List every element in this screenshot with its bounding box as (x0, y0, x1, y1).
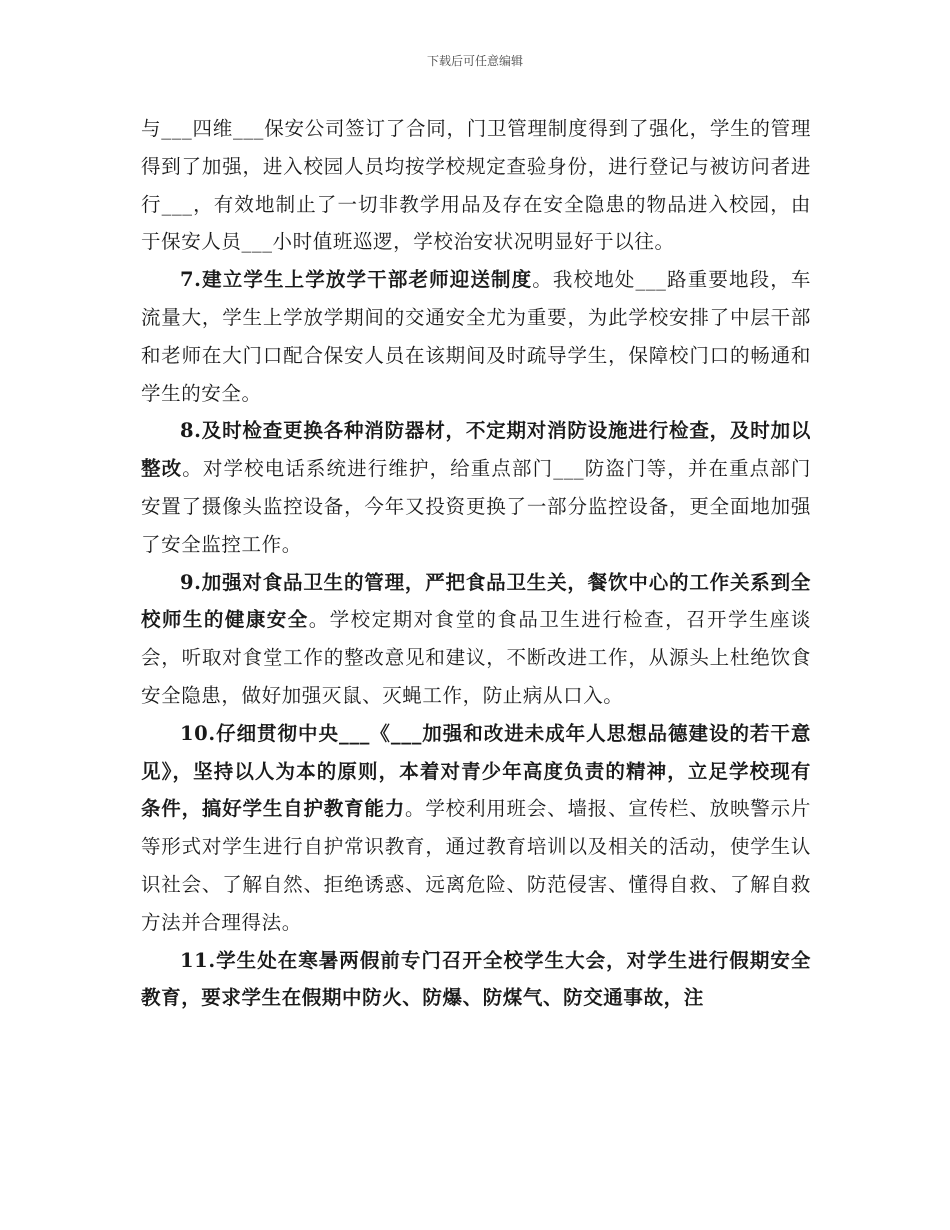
paragraph-item-9 (141, 564, 811, 715)
paragraph-item-11 (141, 942, 811, 1018)
paragraph-lead: 9.加强对食品卫生的管理，严把食品卫生关，餐饮中心的工作关系到全校师生的健康安全 (141, 570, 811, 632)
paragraph-body: 与___四维___保安公司签订了合同，门卫管理制度得到了强化，学生的管理得到了加强，进入校园人员均按学校规定查验身份，进行登记与被访问者进行___，有效地制止了一切非教学用品及存在安全隐患的物品进入校园，由于保安人员___小时值班巡逻，学校治安状况明显好于以往。 (141, 117, 811, 254)
page-header: 下载后可任意编辑 (426, 54, 523, 68)
paragraph-body: 。我校地处___路重要地段，车流量大，学生上学放学期间的交通安全尤为重要，为此学校安排了中层干部和老师在大门口配合保安人员在该期间及时疏导学生，保障校门口的畅通和学生的安全。 (141, 268, 811, 405)
document-body (141, 110, 811, 1017)
paragraph-lead: 8.及时检查更换各种消防器材，不定期对消防设施进行检查，及时加以整改 (141, 419, 811, 481)
paragraph-body: 。学校利用班会、墙报、宣传栏、放映警示片等形式对学生进行自护常识教育，通过教育培训以及相关的活动，使学生认识社会、了解自然、拒绝诱惑、远离危险、防范侵害、懂得自救、了解自救方法并合理得法。 (141, 797, 811, 934)
paragraph-body: 。对学校电话系统进行维护，给重点部门___防盗门等，并在重点部门安置了摄像头监控设备，今年又投资更换了一部分监控设备，更全面地加强了安全监控工作。 (141, 457, 812, 556)
paragraph-item-8 (141, 412, 811, 563)
paragraph-lead: 11.学生处在寒暑两假前专门召开全校学生大会，对学生进行假期安全教育，要求学生在假期中防火、防爆、防煤气、防交通事故，注 (141, 948, 811, 1010)
paragraph-lead: 10.仔细贯彻中央___《___加强和改进未成年人思想品德建设的若干意见》，坚持以人为本的原则，本着对青少年高度负责的精神，立足学校现有条件，搞好学生自护教育能力 (141, 721, 811, 821)
paragraph-continued (141, 110, 811, 261)
paragraph-item-10 (141, 715, 811, 942)
paragraph-body: 。学校定期对食堂的食品卫生进行检查，召开学生座谈会，听取对食堂工作的整改意见和建议，不断改进工作，从源头上杜绝饮食安全隐患，做好加强灭鼠、灭蝇工作，防止病从口入。 (141, 608, 811, 707)
paragraph-item-7 (141, 261, 811, 412)
paragraph-lead: 7.建立学生上学放学干部老师迎送制度 (180, 268, 533, 292)
